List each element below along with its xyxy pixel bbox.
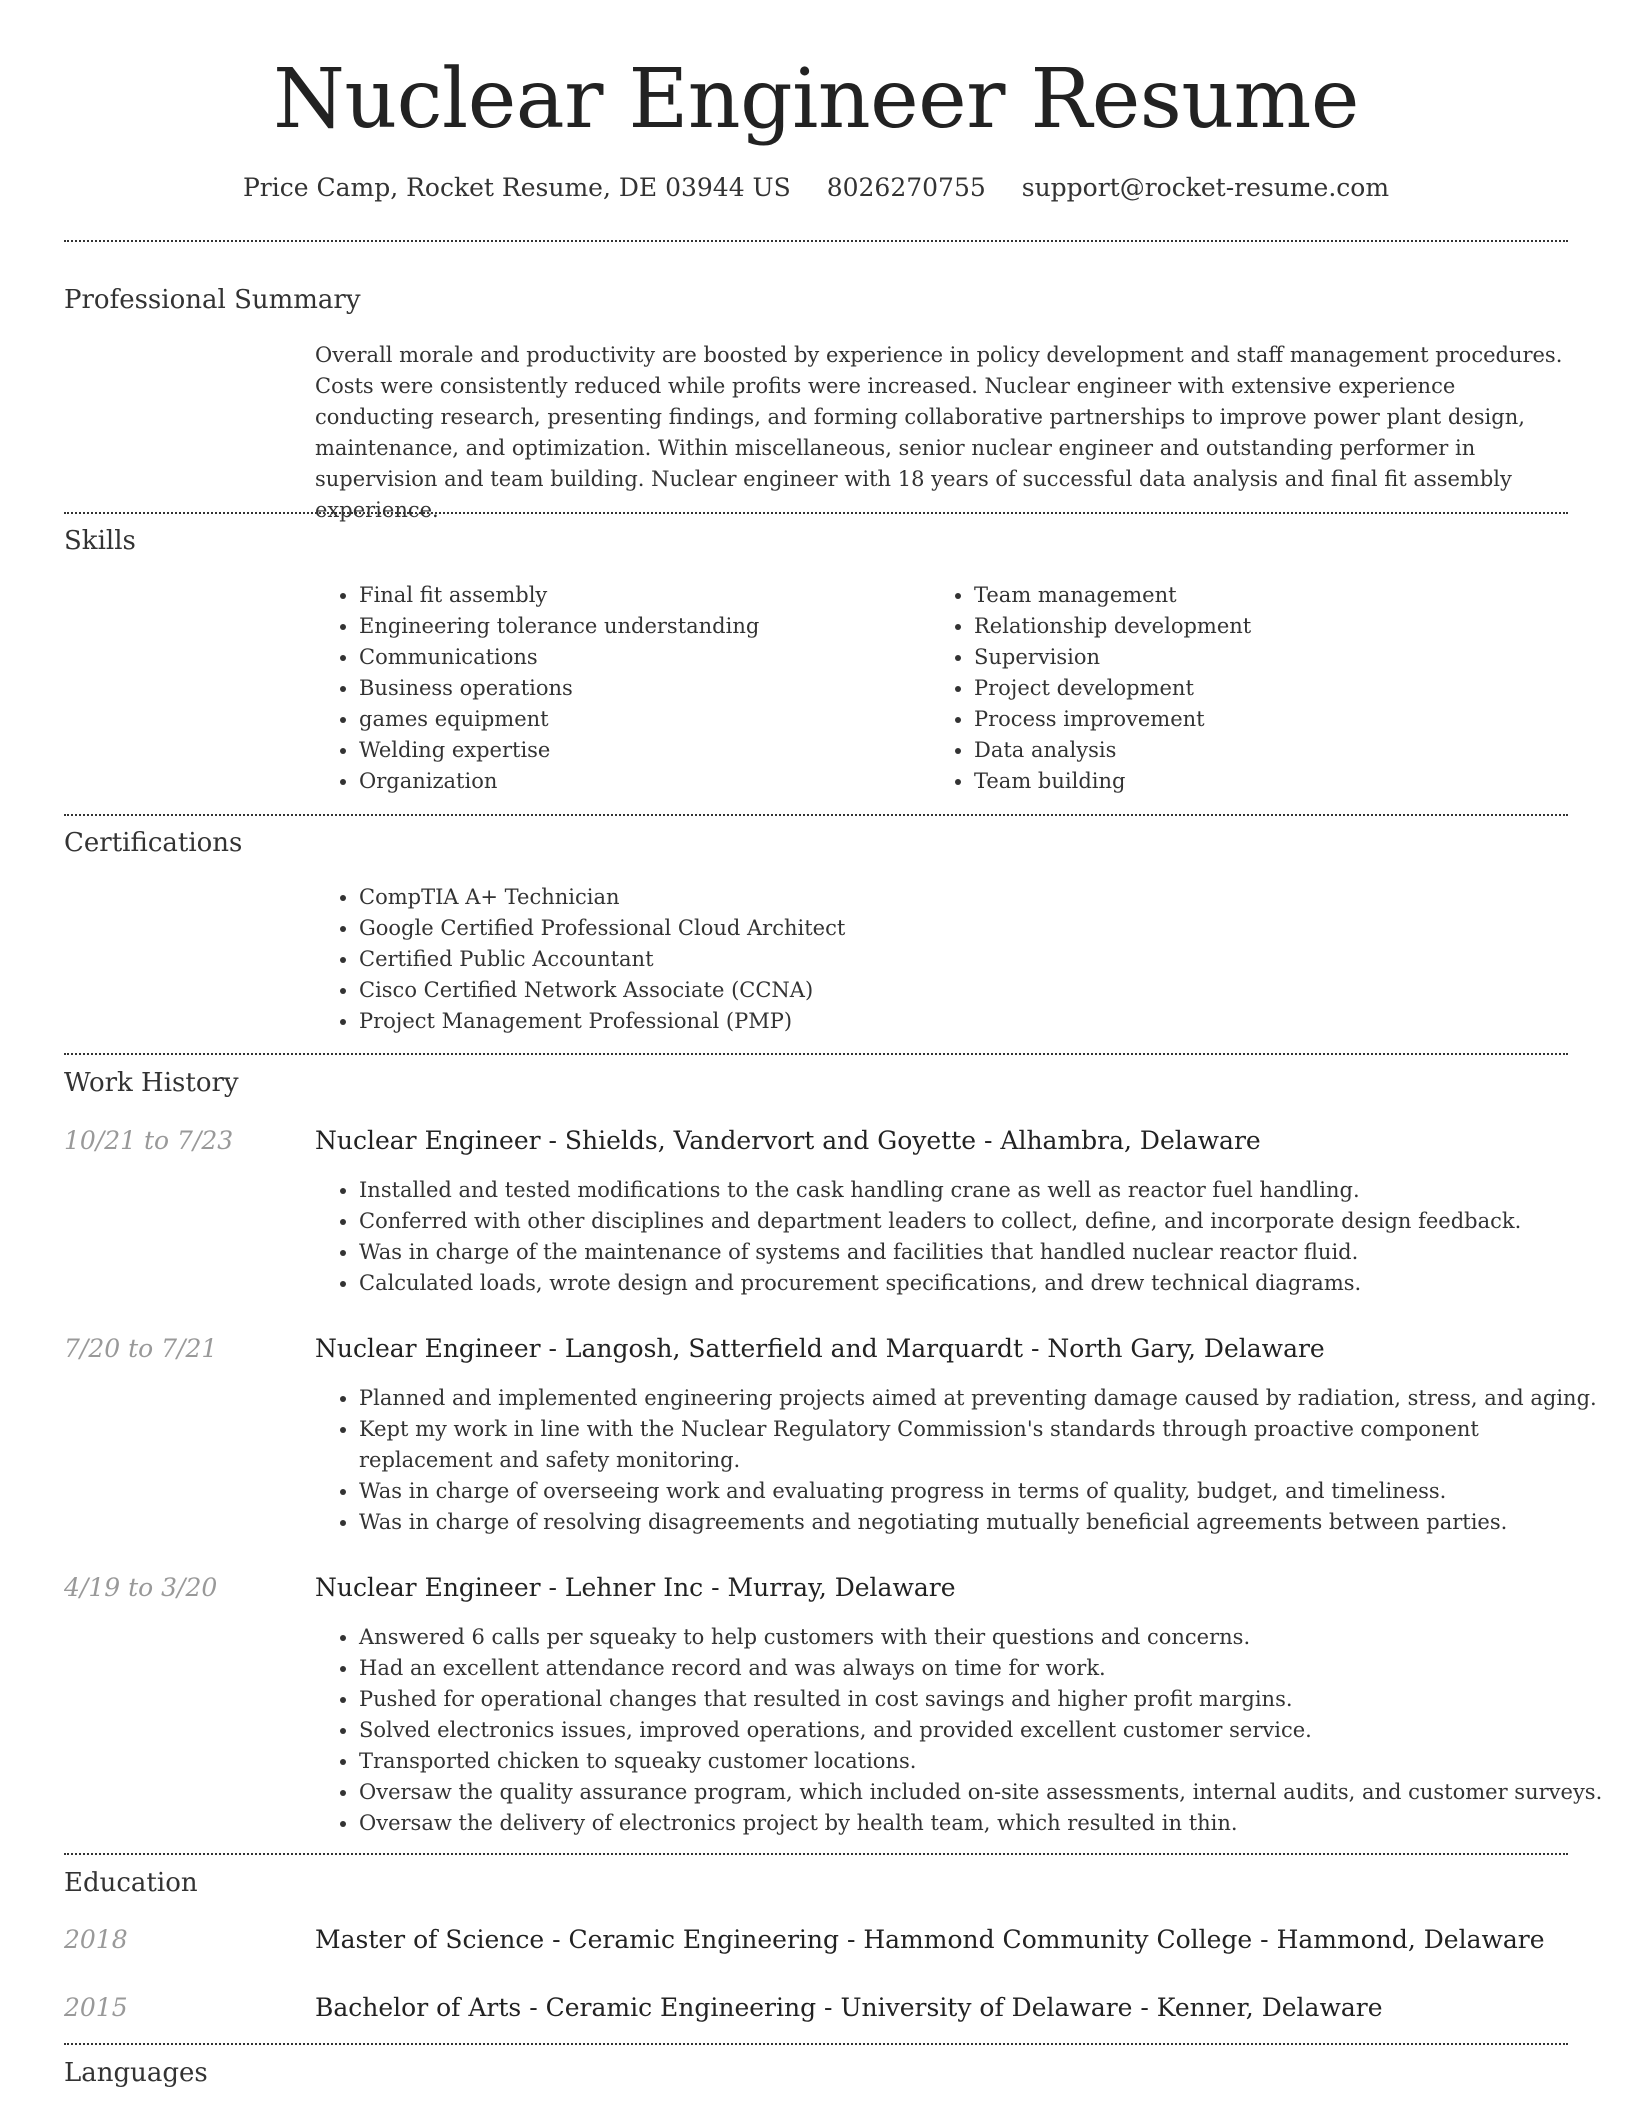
divider	[64, 1853, 1568, 1855]
job-bullet: • Planned and implemented engineering projects aimed at preventing damage caused by radiation, stress, and aging.	[359, 1383, 1614, 1414]
education-year: 2015	[64, 1993, 128, 2022]
education-degree: Bachelor of Arts - Ceramic Engineering - University of Delaware - Kenner, Delaware	[315, 1993, 1383, 2022]
certifications-list	[315, 882, 1559, 1037]
skill-item: • Organization	[359, 766, 919, 797]
education-year: 2018	[64, 1925, 128, 1954]
job-bullet: • Calculated loads, wrote design and procurement specifications, and drew technical diagrams.	[359, 1268, 1614, 1299]
page-title: Nuclear Engineer Resume	[273, 52, 1359, 147]
skill-item: • Relationship development	[974, 611, 1574, 642]
skill-item: • Communications	[359, 642, 919, 673]
job-title: Nuclear Engineer - Langosh, Satterfield and Marquardt - North Gary, Delaware	[315, 1334, 1325, 1363]
job-bullet: • Installed and tested modifications to the cask handling crane as well as reactor fuel handling.	[359, 1175, 1614, 1206]
job-dates: 10/21 to 7/23	[64, 1126, 234, 1155]
section-heading-languages: Languages	[64, 2058, 208, 2088]
divider	[64, 814, 1568, 816]
divider	[64, 1053, 1568, 1055]
education-degree: Master of Science - Ceramic Engineering - Hammond Community College - Hammond, Delaware	[315, 1925, 1545, 1954]
job-bullet: • Was in charge of resolving disagreements and negotiating mutually beneficial agreements between parties.	[359, 1507, 1614, 1538]
job-bullets	[315, 1622, 1614, 1839]
job-title: Nuclear Engineer - Shields, Vandervort and Goyette - Alhambra, Delaware	[315, 1126, 1261, 1155]
divider	[64, 512, 1568, 514]
job-dates: 4/19 to 3/20	[64, 1573, 218, 1602]
job-bullet: • Was in charge of overseeing work and evaluating progress in terms of quality, budget, and timeliness.	[359, 1476, 1614, 1507]
skill-item: • Engineering tolerance understanding	[359, 611, 919, 642]
section-heading-work: Work History	[64, 1068, 239, 1098]
job-bullet: • Answered 6 calls per squeaky to help customers with their questions and concerns.	[359, 1622, 1614, 1653]
skill-item: • Team management	[974, 580, 1574, 611]
job-bullets	[315, 1175, 1614, 1299]
job-bullet: • Oversaw the delivery of electronics project by health team, which resulted in thin.	[359, 1808, 1614, 1839]
job-bullets	[315, 1383, 1614, 1538]
certification-item: • Cisco Certified Network Associate (CCNA)	[359, 975, 1559, 1006]
certification-item: • Project Management Professional (PMP)	[359, 1006, 1559, 1037]
certification-item: • CompTIA A+ Technician	[359, 882, 1559, 913]
section-heading-skills: Skills	[64, 526, 136, 556]
job-bullet: • Had an excellent attendance record and was always on time for work.	[359, 1653, 1614, 1684]
section-heading-certifications: Certifications	[64, 828, 243, 858]
job-bullet: • Solved electronics issues, improved operations, and provided excellent customer service.	[359, 1715, 1614, 1746]
skill-item: • Supervision	[974, 642, 1574, 673]
skill-item: • Data analysis	[974, 735, 1574, 766]
skill-item: • Final fit assembly	[359, 580, 919, 611]
skill-item: • Project development	[974, 673, 1574, 704]
contact-address: Price Camp, Rocket Resume, DE 03944 US	[242, 173, 791, 202]
job-bullet: • Conferred with other disciplines and department leaders to collect, define, and incorporate design feedback.	[359, 1206, 1614, 1237]
section-heading-education: Education	[64, 1868, 198, 1898]
contact-email[interactable]: support@rocket-resume.com	[1021, 173, 1390, 202]
contact-phone: 8026270755	[826, 173, 986, 202]
divider	[64, 240, 1568, 242]
contact-line	[0, 170, 1632, 206]
summary-text: Overall morale and productivity are boosted by experience in policy development and staff management procedures. Costs were consistently reduced while profits were increased. Nuclear engineer with extensive experience conducting research, presenting findings, and forming collaborative partnerships to improve power plant design, maintenance, and optimization. Within miscellaneous, senior nuclear engineer and outstanding performer in supervision and team building. Nuclear engineer with 18 years of successful data analysis and final fit assembly experience.	[315, 343, 1563, 522]
divider	[64, 2043, 1568, 2045]
skill-item: • Process improvement	[974, 704, 1574, 735]
job-bullet: • Pushed for operational changes that resulted in cost savings and higher profit margins.	[359, 1684, 1614, 1715]
skills-list-left	[315, 580, 919, 797]
skill-item: • Welding expertise	[359, 735, 919, 766]
certification-item: • Google Certified Professional Cloud Architect	[359, 913, 1559, 944]
skill-item: • Business operations	[359, 673, 919, 704]
certification-item: • Certified Public Accountant	[359, 944, 1559, 975]
skills-list-right	[930, 580, 1574, 797]
job-bullet: • Transported chicken to squeaky customer locations.	[359, 1746, 1614, 1777]
job-bullet: • Was in charge of the maintenance of systems and facilities that handled nuclear reactor fluid.	[359, 1237, 1614, 1268]
job-bullet: • Oversaw the quality assurance program, which included on-site assessments, internal audits, and customer surveys.	[359, 1777, 1614, 1808]
job-title: Nuclear Engineer - Lehner Inc - Murray, Delaware	[315, 1573, 956, 1602]
job-bullet: • Kept my work in line with the Nuclear Regulatory Commission's standards through proactive component replacement and safety monitoring.	[359, 1414, 1614, 1476]
section-heading-summary: Professional Summary	[64, 285, 361, 315]
job-dates: 7/20 to 7/21	[64, 1334, 218, 1363]
skill-item: • Team building	[974, 766, 1574, 797]
skill-item: • games equipment	[359, 704, 919, 735]
